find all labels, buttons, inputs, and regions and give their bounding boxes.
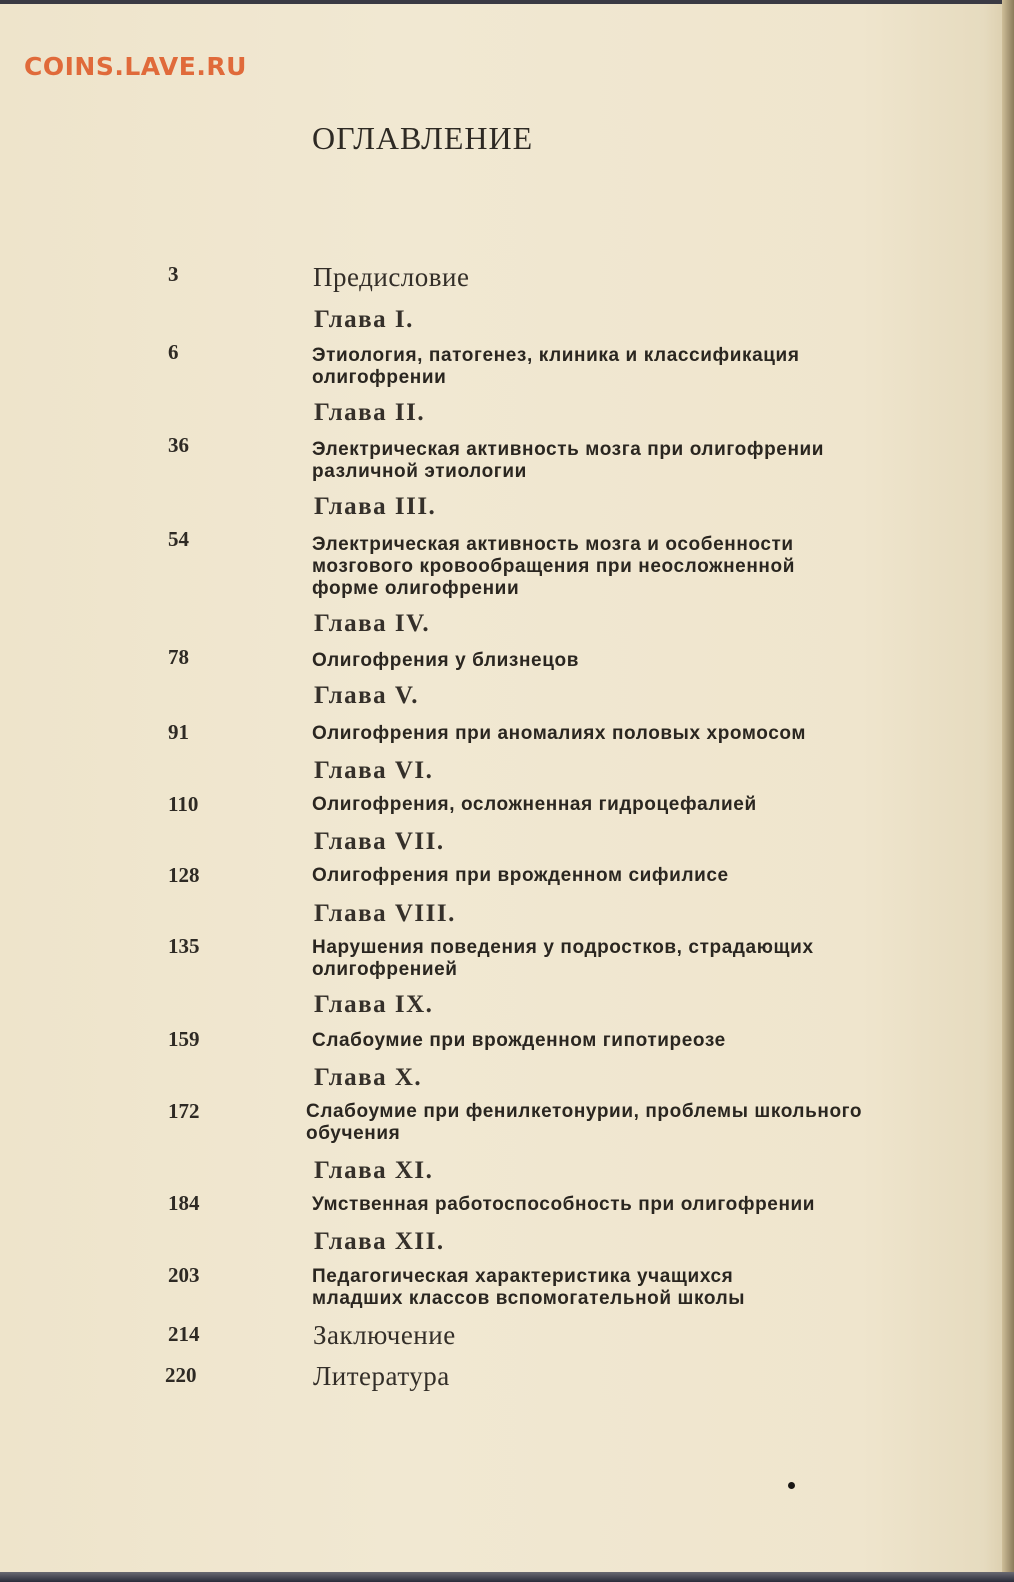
chapter-line: олигофренией — [312, 959, 458, 980]
chapter-line: олигофрении — [312, 367, 447, 388]
page-number: 159 — [168, 1027, 200, 1051]
page-number: 3 — [168, 262, 179, 286]
entry-title: Заключение — [313, 1320, 456, 1350]
scan-edge-top — [0, 0, 1014, 4]
scan-edge-bottom — [0, 1572, 1014, 1582]
page-number: 220 — [165, 1363, 197, 1387]
page-number: 172 — [168, 1099, 200, 1123]
chapter-line: Олигофрения, осложненная гидроцефалией — [312, 794, 757, 815]
page-number: 54 — [168, 527, 189, 551]
page-number: 78 — [168, 645, 189, 669]
page-number: 110 — [168, 792, 199, 816]
page-number: 203 — [168, 1263, 200, 1287]
page-number: 135 — [168, 934, 200, 958]
chapter-heading: Глава VIII. — [314, 900, 456, 927]
chapter-heading: Глава II. — [314, 399, 426, 426]
chapter-line: Педагогическая характеристика учащихся — [312, 1266, 734, 1287]
chapter-heading: Глава XII. — [314, 1228, 445, 1255]
chapter-line: Электрическая активность мозга и особенности — [312, 534, 794, 555]
chapter-heading: Глава X. — [314, 1064, 423, 1091]
chapter-heading: Глава XI. — [314, 1157, 434, 1184]
chapter-line: младших классов вспомогательной школы — [312, 1288, 746, 1309]
chapter-line: Олигофрения при аномалиях половых хромосом — [312, 723, 807, 744]
chapter-line: Слабоумие при фенилкетонурии, проблемы школьного — [306, 1101, 863, 1122]
watermark: COINS.LAVE.RU — [24, 52, 247, 81]
scan-edge-right — [1002, 0, 1014, 1582]
page-number: 6 — [168, 340, 179, 364]
chapter-heading: Глава V. — [314, 682, 419, 709]
ink-speck — [788, 1482, 795, 1489]
chapter-line: Этиология, патогенез, клиника и классификация — [312, 345, 800, 366]
chapter-heading: Глава VII. — [314, 828, 445, 855]
chapter-line: обучения — [306, 1123, 401, 1144]
chapter-heading: Глава III. — [314, 493, 437, 520]
chapter-line: Олигофрения при врожденном сифилисе — [312, 865, 729, 886]
chapter-line: Умственная работоспособность при олигофрении — [312, 1194, 816, 1215]
chapter-line: Олигофрения у близнецов — [312, 650, 579, 671]
entry-title: Предисловие — [313, 262, 470, 292]
page-number: 36 — [168, 433, 189, 457]
chapter-heading: Глава VI. — [314, 757, 434, 784]
chapter-heading: Глава I. — [314, 306, 414, 333]
chapter-line: Электрическая активность мозга при олигофрении — [312, 439, 825, 460]
chapter-line: Слабоумие при врожденном гипотиреозе — [312, 1030, 726, 1051]
chapter-heading: Глава IX. — [314, 991, 434, 1018]
page-number: 91 — [168, 720, 189, 744]
page-number: 184 — [168, 1191, 200, 1215]
chapter-line: различной этиологии — [312, 461, 527, 482]
page-title: ОГЛАВЛЕНИЕ — [312, 120, 534, 156]
entry-title: Литература — [313, 1361, 450, 1391]
chapter-line: форме олигофрении — [312, 578, 520, 599]
page-number: 128 — [168, 863, 200, 887]
chapter-line: мозгового кровообращения при неосложненной — [312, 556, 795, 577]
page-number: 214 — [168, 1322, 200, 1346]
chapter-heading: Глава IV. — [314, 610, 431, 637]
chapter-line: Нарушения поведения у подростков, страдающих — [312, 937, 814, 958]
